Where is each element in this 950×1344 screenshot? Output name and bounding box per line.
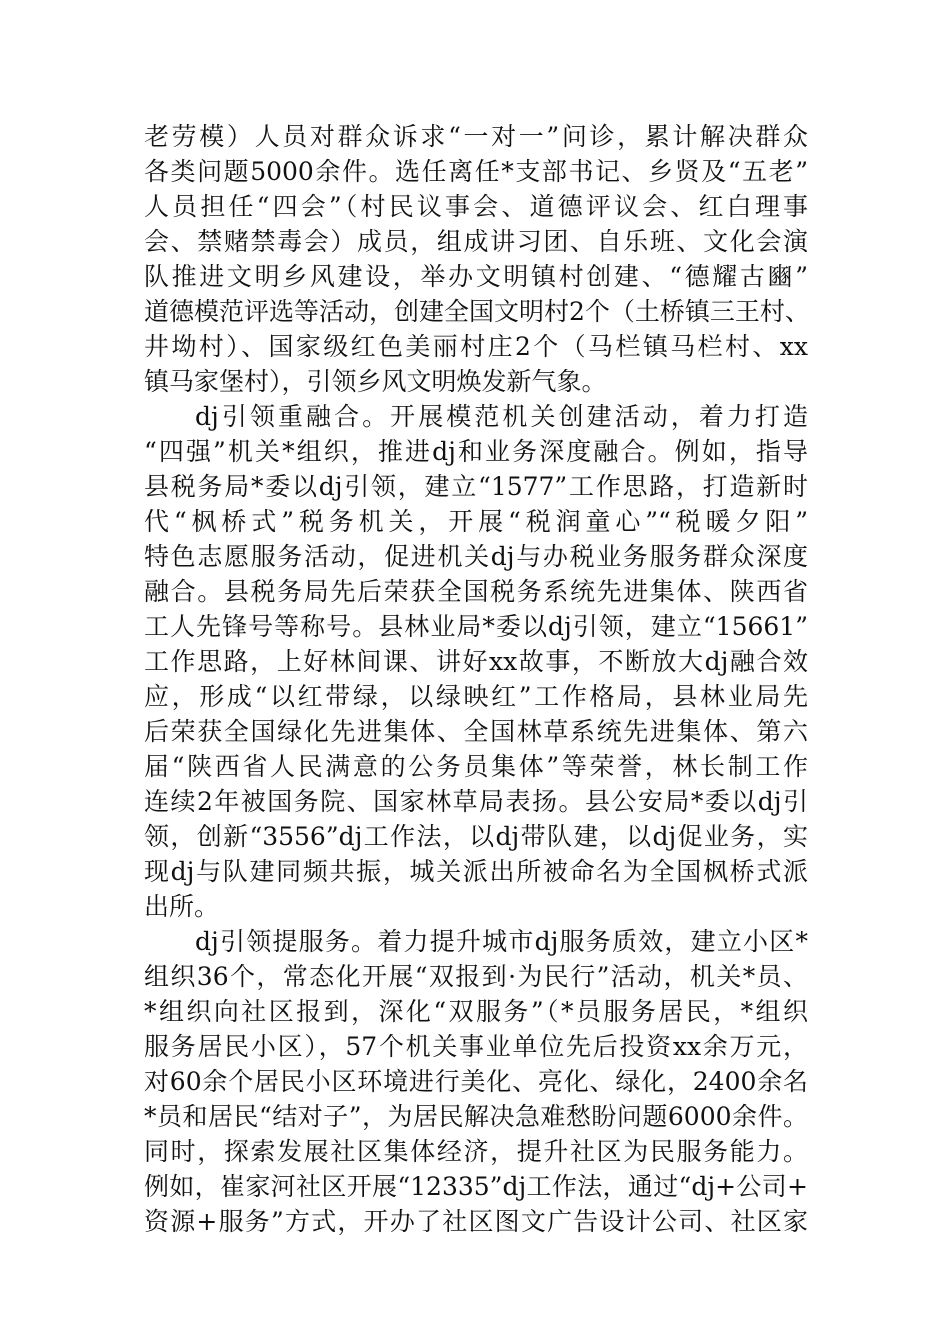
text-line: 代“枫桥式”税务机关，开展“税润童心”“税暖夕阳” xyxy=(144,507,808,536)
text-line: 镇马家堡村），引领乡风文明焕发新气象。 xyxy=(144,367,607,396)
text-line: 特色志愿服务活动，促进机关dj与办税业务服务群众深度 xyxy=(144,542,808,571)
text-line: 组织36个，常态化开展“双报到·为民行”活动，机关*员、 xyxy=(144,962,808,991)
text-line: 井坳村）、国家级红色美丽村庄2个（马栏镇马栏村、xx xyxy=(144,332,808,361)
text-line: 各类问题5000余件。选任离任*支部书记、乡贤及“五老” xyxy=(144,157,808,186)
text-line: 对60余个居民小区环境进行美化、亮化、绿化，2400余名 xyxy=(144,1067,808,1096)
text-line: *员和居民“结对子”，为居民解决急难愁盼问题6000余件。 xyxy=(144,1102,808,1131)
text-line: 队推进文明乡风建设，举办文明镇村创建、“德耀古豳” xyxy=(144,262,808,291)
text-line: 道德模范评选等活动，创建全国文明村2个（土桥镇三王村、 xyxy=(144,297,810,326)
text-line: 应，形成“以红带绿，以绿映红”工作格局，县林业局先 xyxy=(144,682,808,711)
text-line: 例如，崔家河社区开展“12335”dj工作法，通过“dj+公司+ xyxy=(144,1172,808,1201)
text-line: 老劳模）人员对群众诉求“一对一”问诊，累计解决群众 xyxy=(144,122,808,151)
text-line: *组织向社区报到，深化“双服务”（*员服务居民，*组织 xyxy=(144,997,808,1026)
paragraph-heading-line: dj引领重融合。开展模范机关创建活动，着力打造 xyxy=(195,402,808,431)
text-line: 连续2年被国务院、国家林草局表扬。县公安局*委以dj引 xyxy=(144,787,808,816)
text-line: 后荣获全国绿化先进集体、全国林草系统先进集体、第六 xyxy=(144,717,808,746)
paragraph-heading-line: dj引领提服务。着力提升城市dj服务质效，建立小区* xyxy=(195,927,808,956)
text-line: 会、禁赌禁毒会）成员，组成讲习团、自乐班、文化会演 xyxy=(144,227,808,256)
text-line: 工人先锋号等称号。县林业局*委以dj引领，建立“15661” xyxy=(144,612,808,641)
text-line: 人员担任“四会”（村民议事会、道德评议会、红白理事 xyxy=(144,192,808,221)
text-line: 同时，探索发展社区集体经济，提升社区为民服务能力。 xyxy=(144,1137,808,1166)
text-line: 工作思路，上好林间课、讲好xx故事，不断放大dj融合效 xyxy=(144,647,808,676)
text-line: 届“陕西省人民满意的公务员集体”等荣誉，林长制工作 xyxy=(144,752,808,781)
text-line: 现dj与队建同频共振，城关派出所被命名为全国枫桥式派 xyxy=(144,857,808,886)
text-line: 资源+服务”方式，开办了社区图文广告设计公司、社区家 xyxy=(144,1207,808,1236)
text-line: 领，创新“3556”dj工作法，以dj带队建，以dj促业务，实 xyxy=(144,822,808,851)
text-line: 县税务局*委以dj引领，建立“1577”工作思路，打造新时 xyxy=(144,472,808,501)
text-line: 出所。 xyxy=(144,892,220,921)
text-line: “四强”机关*组织，推进dj和业务深度融合。例如，指导 xyxy=(144,437,808,466)
text-line: 融合。县税务局先后荣获全国税务系统先进集体、陕西省 xyxy=(144,577,808,606)
text-line: 服务居民小区），57个机关事业单位先后投资xx余万元， xyxy=(144,1032,808,1061)
